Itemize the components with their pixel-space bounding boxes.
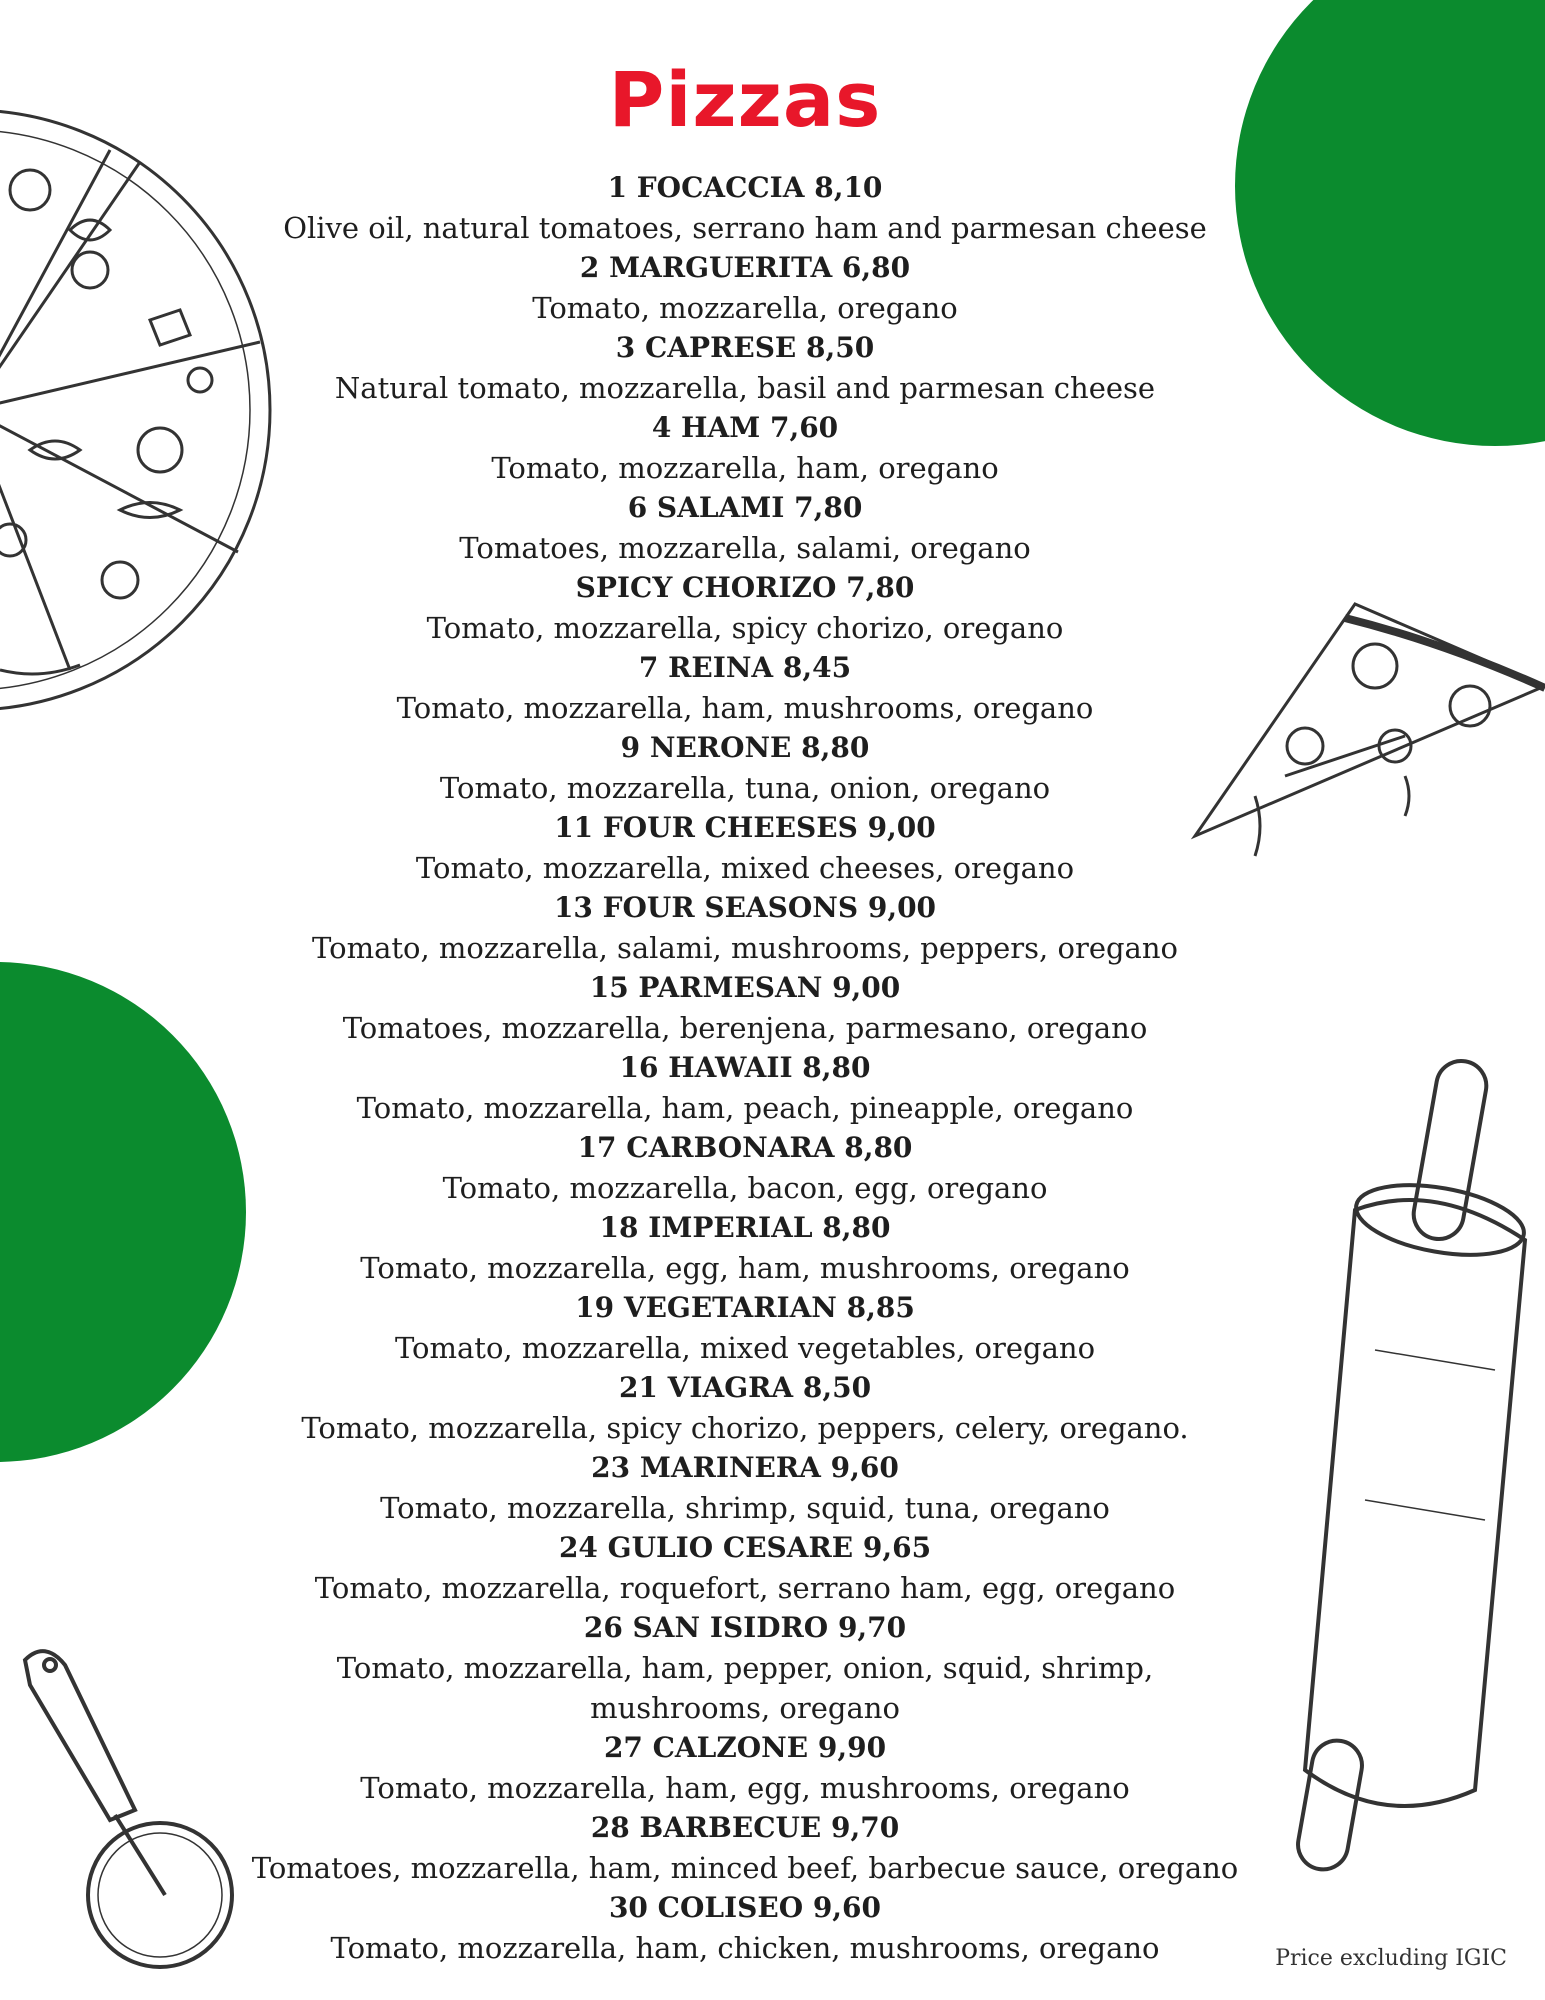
menu-item: [250, 328, 1240, 408]
menu-item-description: Tomato, mozzarella, ham, egg, mushrooms, oregano: [360, 1771, 1130, 1805]
menu-item: [250, 648, 1240, 728]
menu-item-name-price: 16 HAWAII 8,80: [619, 1051, 871, 1084]
menu-item: [250, 728, 1240, 808]
menu-item-description: Tomatoes, mozzarella, salami, oregano: [459, 531, 1031, 565]
menu-item-name-price: 4 HAM 7,60: [651, 411, 839, 444]
menu-item-description: Tomato, mozzarella, ham, chicken, mushrooms, oregano: [330, 1931, 1160, 1965]
menu-item-name-price: 11 FOUR CHEESES 9,00: [554, 811, 936, 844]
page-title: Pizzas: [608, 55, 882, 144]
menu-item-name-price: SPICY CHORIZO 7,80: [575, 571, 915, 604]
menu-item-name-price: 17 CARBONARA 8,80: [577, 1131, 913, 1164]
menu-item: [250, 1808, 1240, 1888]
menu-item-description: Tomato, mozzarella, ham, pepper, onion, squid, shrimp, mushrooms, oregano: [336, 1651, 1154, 1725]
green-circle-decoration: [0, 962, 246, 1462]
menu-item: [250, 1608, 1240, 1728]
menu-item-description: Tomato, mozzarella, shrimp, squid, tuna, oregano: [380, 1491, 1110, 1525]
menu-item-name-price: 1 FOCACCIA 8,10: [607, 171, 883, 204]
pizza-menu-list: [250, 168, 1240, 1968]
menu-item: [250, 1888, 1240, 1968]
menu-item: [250, 1128, 1240, 1208]
menu-item: [250, 168, 1240, 248]
menu-item-description: Tomato, mozzarella, oregano: [532, 291, 958, 325]
menu-item-name-price: 21 VIAGRA 8,50: [618, 1371, 872, 1404]
menu-item: [250, 1288, 1240, 1368]
menu-item-name-price: 2 MARGUERITA 6,80: [579, 251, 911, 284]
menu-item: [250, 248, 1240, 328]
menu-item: [250, 808, 1240, 888]
menu-item-name-price: 15 PARMESAN 9,00: [589, 971, 901, 1004]
menu-item: [250, 408, 1240, 488]
menu-item-description: Tomato, mozzarella, ham, peach, pineapple, oregano: [356, 1091, 1134, 1125]
menu-item-description: Tomato, mozzarella, egg, ham, mushrooms, oregano: [360, 1251, 1130, 1285]
menu-item-description: Tomatoes, mozzarella, ham, minced beef, barbecue sauce, oregano: [251, 1851, 1239, 1885]
menu-item-name-price: 9 NERONE 8,80: [620, 731, 870, 764]
menu-item: [250, 1528, 1240, 1608]
menu-item-name-price: 27 CALZONE 9,90: [603, 1731, 887, 1764]
menu-item-name-price: 19 VEGETARIAN 8,85: [575, 1291, 915, 1324]
menu-item-name-price: 24 GULIO CESARE 9,65: [558, 1531, 932, 1564]
menu-item-name-price: 28 BARBECUE 9,70: [590, 1811, 900, 1844]
menu-item-description: Tomato, mozzarella, spicy chorizo, peppers, celery, oregano.: [301, 1411, 1189, 1445]
menu-item-description: Tomato, mozzarella, mixed cheeses, oregano: [415, 851, 1075, 885]
menu-item-description: Tomato, mozzarella, bacon, egg, oregano: [442, 1171, 1048, 1205]
price-note: Price excluding IGIC: [1275, 1946, 1507, 1971]
menu-item: [250, 1368, 1240, 1448]
menu-item: [250, 1448, 1240, 1528]
menu-item-name-price: 18 IMPERIAL 8,80: [599, 1211, 891, 1244]
menu-item-name-price: 23 MARINERA 9,60: [591, 1451, 899, 1484]
pizza-cutter-illustration: [15, 1640, 245, 1970]
menu-item: [250, 1048, 1240, 1128]
menu-item-description: Tomato, mozzarella, spicy chorizo, oregano: [426, 611, 1064, 645]
menu-item-description: Natural tomato, mozzarella, basil and parmesan cheese: [334, 371, 1156, 405]
menu-item-description: Tomato, mozzarella, ham, oregano: [491, 451, 999, 485]
menu-item-name-price: 30 COLISEO 9,60: [608, 1891, 882, 1924]
menu-item-description: Tomatoes, mozzarella, berenjena, parmesano, oregano: [342, 1011, 1148, 1045]
menu-item-name-price: 13 FOUR SEASONS 9,00: [553, 891, 937, 924]
menu-item: [250, 968, 1240, 1048]
menu-item-description: Tomato, mozzarella, mixed vegetables, oregano: [394, 1331, 1096, 1365]
menu-item-description: Olive oil, natural tomatoes, serrano ham and parmesan cheese: [283, 211, 1207, 245]
menu-item: [250, 1728, 1240, 1808]
menu-item: [250, 888, 1240, 968]
menu-item-name-price: 3 CAPRESE 8,50: [615, 331, 875, 364]
menu-item-description: Tomato, mozzarella, roquefort, serrano ham, egg, oregano: [314, 1571, 1176, 1605]
menu-item: [250, 488, 1240, 568]
menu-item-description: Tomato, mozzarella, salami, mushrooms, peppers, oregano: [312, 931, 1178, 965]
rolling-pin-illustration: [1265, 1050, 1535, 1880]
menu-item-name-price: 6 SALAMI 7,80: [627, 491, 863, 524]
menu-item-description: Tomato, mozzarella, ham, mushrooms, oregano: [396, 691, 1094, 725]
menu-item-name-price: 26 SAN ISIDRO 9,70: [583, 1611, 907, 1644]
menu-item-description: Tomato, mozzarella, tuna, onion, oregano: [439, 771, 1051, 805]
menu-item-name-price: 7 REINA 8,45: [638, 651, 852, 684]
menu-item: [250, 568, 1240, 648]
menu-item: [250, 1208, 1240, 1288]
